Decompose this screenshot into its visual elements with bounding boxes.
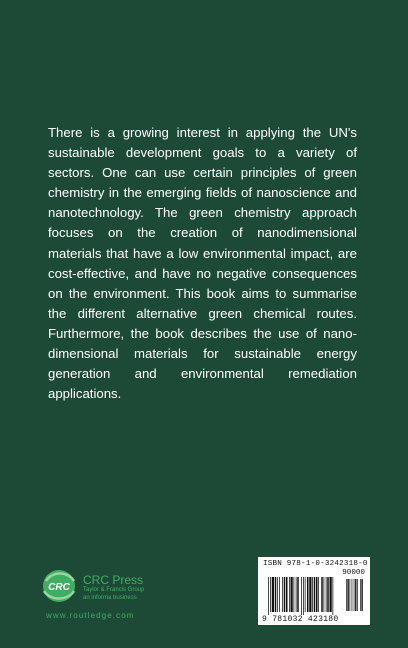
publisher-url: www.routledge.com [46,611,135,620]
isbn-barcode [258,557,370,625]
crc-logo [40,567,78,605]
publisher-name: CRC Press [83,573,144,587]
isbn-number: ISBN 978-1-0-3242318-0 [263,560,368,568]
barcode-digits: 9 781032 423180 [262,615,339,624]
publisher-block [40,567,180,629]
barcode-addon-number: 90000 [342,569,365,577]
crc-logo-text: CRC [48,582,70,593]
book-description: There is a growing interest in applying the UN's sustainable development goals to a variety of sectors. One can use certain principles of green chemistry in the emerging fields of nanoscience and nanotechnology. The green chemistry approach focuses on the creation of nanodimensional materials that have a low environmental impact, are cost-effective, and have no negative consequences on the environment. This book aims to summarise the different alternative green chemical routes. Furthermore, the book describes the use of nano-dimensional materials for sustainable energy generation and environmental remediation applications. [48,125,357,402]
publisher-business: an informa business [83,595,137,601]
publisher-group: Taylor & Francis Group [83,587,145,593]
